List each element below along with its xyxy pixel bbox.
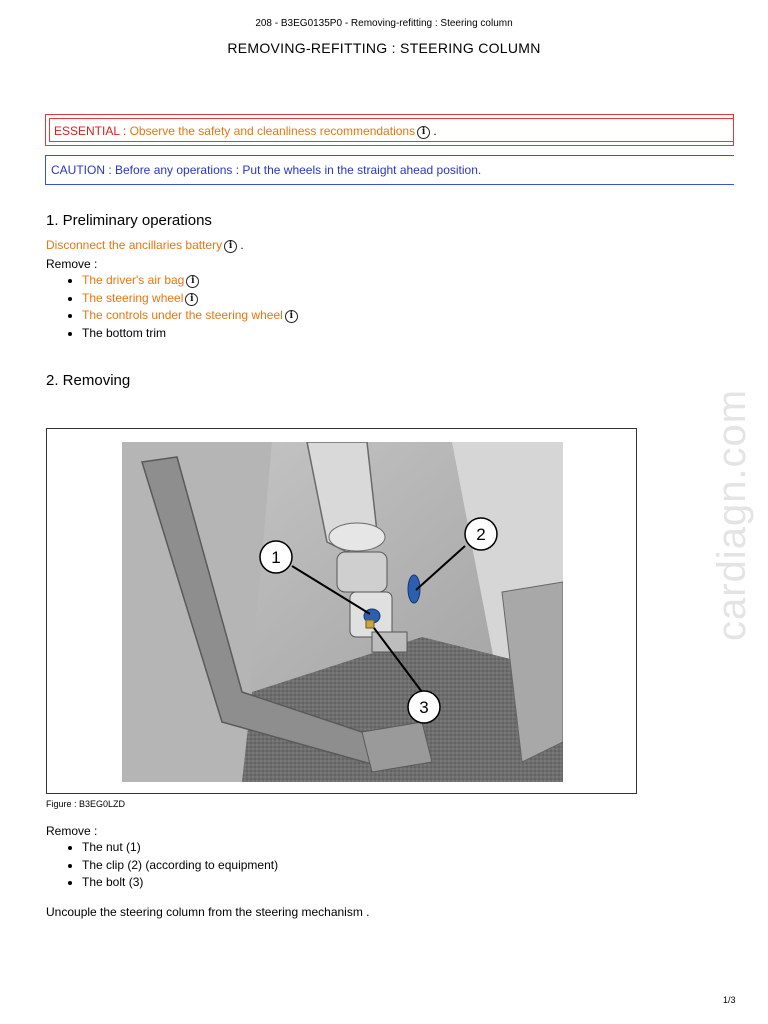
essential-notice [45, 114, 734, 146]
list-item [82, 290, 298, 308]
steering-wheel-link[interactable]: The steering wheel [82, 290, 184, 305]
removing-list [62, 839, 278, 892]
info-icon[interactable]: i [417, 126, 430, 139]
disconnect-battery-line [46, 238, 244, 253]
remove-label: Remove : [46, 824, 98, 838]
list-item [82, 874, 278, 892]
bottom-trim-text: The bottom trim [82, 325, 167, 340]
figure-frame [46, 428, 637, 794]
essential-text[interactable]: Observe the safety and cleanliness recommendations [129, 124, 416, 138]
document-reference: 208 - B3EG0135P0 - Removing-refitting : Steering column [255, 18, 513, 29]
list-item [82, 839, 278, 857]
callout-3 [408, 691, 440, 723]
essential-keyword: ESSENTIAL : [54, 124, 127, 138]
info-icon[interactable]: i [224, 240, 237, 253]
section-heading-preliminary: 1. Preliminary operations [46, 212, 212, 229]
callout-label: 1 [271, 548, 281, 567]
steering-column-figure [122, 442, 563, 782]
disconnect-trailing: . [237, 238, 244, 252]
list-item [82, 325, 298, 343]
callout-1 [260, 541, 292, 573]
page-title: REMOVING-REFITTING : STEERING COLUMN [227, 40, 541, 56]
bolt-item: The bolt (3) [82, 875, 144, 890]
remove-label: Remove : [46, 257, 98, 271]
caution-text: CAUTION : Before any operations : Put the wheels in the straight ahead position. [51, 163, 482, 177]
section-heading-removing: 2. Removing [46, 372, 131, 389]
callout-label: 2 [476, 525, 486, 544]
callout-label: 3 [419, 698, 429, 717]
uncouple-instruction: Uncouple the steering column from the steering mechanism . [46, 905, 370, 919]
info-icon[interactable]: i [185, 293, 198, 306]
info-icon[interactable]: i [285, 310, 298, 323]
list-item [82, 857, 278, 875]
page-number: 1/3 [723, 995, 736, 1005]
caution-notice [45, 155, 734, 185]
air-bag-link[interactable]: The driver's air bag [82, 273, 185, 287]
info-icon[interactable]: i [186, 275, 199, 288]
clip-item: The clip (2) (according to equipment) [82, 857, 279, 872]
controls-link[interactable]: The controls under the steering wheel [82, 308, 283, 323]
callout-2 [465, 518, 497, 550]
disconnect-battery-link[interactable]: Disconnect the ancillaries battery [46, 238, 223, 252]
list-item [82, 307, 298, 325]
list-item [82, 272, 298, 290]
nut-item: The nut (1) [82, 840, 141, 854]
figure-caption: Figure : B3EG0LZD [46, 799, 126, 809]
preliminary-remove-list [62, 272, 298, 342]
essential-trailing: . [430, 124, 437, 138]
watermark: cardiagn.com [710, 388, 754, 642]
